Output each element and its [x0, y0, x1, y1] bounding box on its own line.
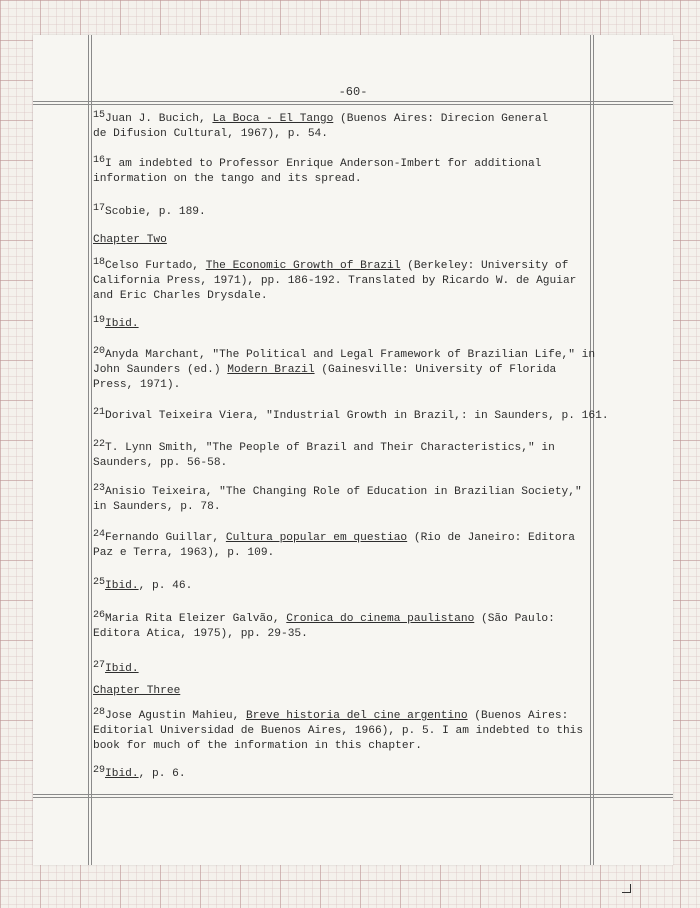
footnote-line [93, 378, 595, 393]
footnote-number: 16 [93, 155, 106, 166]
underlined-title: The Economic Growth of Brazil [205, 260, 401, 272]
footnote-line [93, 579, 192, 594]
footnote-line [93, 627, 555, 642]
chapter-heading: Chapter Three [93, 685, 181, 697]
bottom-margin-line-inner [33, 797, 673, 798]
underlined-title: Ibid. [105, 768, 139, 780]
underlined-title: La Boca - El Tango [212, 113, 334, 125]
footnote-number: 15 [93, 110, 106, 121]
footnote-29 [93, 767, 186, 782]
footnote-text: Editora Atica, 1975), pp. 29-35. [93, 628, 308, 640]
footnote-number: 17 [93, 203, 106, 214]
footnote-line [93, 546, 575, 561]
footnote-number: 22 [93, 439, 106, 450]
footnote-line [93, 259, 576, 274]
footnote-line [93, 409, 609, 424]
footnote-21 [93, 409, 609, 424]
footnote-number: 25 [93, 577, 106, 588]
footnote-number: 28 [93, 707, 106, 718]
footnote-number: 24 [93, 529, 106, 540]
footnote-16 [93, 157, 541, 187]
footnote-line [93, 317, 139, 332]
underlined-title: Modern Brazil [227, 364, 315, 376]
footnote-text: California Press, 1971), pp. 186-192. Translated by Ricardo W. de Aguiar [93, 275, 577, 287]
footnote-line [93, 172, 541, 187]
footnote-number: 21 [93, 407, 106, 418]
footnote-text: John Saunders (ed.) [93, 364, 228, 376]
right-margin-line-inner [593, 35, 594, 865]
footnote-26 [93, 612, 555, 642]
footnote-number: 19 [93, 315, 106, 326]
footnote-text: book for much of the information in this chapter. [93, 740, 422, 752]
underlined-title: Cultura popular em questiao [225, 532, 408, 544]
footnote-line [93, 441, 555, 456]
footnote-line [93, 112, 548, 127]
footnote-text: Fernando Guillar, [105, 532, 226, 544]
footnote-text: I am indebted to Professor Enrique Anderson-Imbert for additional [105, 158, 542, 170]
footnote-text: Press, 1971). [93, 379, 181, 391]
footnote-19 [93, 317, 139, 332]
footnote-text: (Buenos Aires: Direcion General [333, 113, 549, 125]
footnote-line [93, 739, 583, 754]
footnote-line [93, 348, 595, 363]
footnote-line [93, 127, 548, 142]
footnote-number: 23 [93, 483, 106, 494]
corner-crop-mark [622, 884, 631, 893]
footnote-text: Jose Agustin Mahieu, [105, 710, 247, 722]
footnote-number: 18 [93, 257, 106, 268]
footnote-text: Juan J. Bucich, [105, 113, 213, 125]
footnote-text: Celso Furtado, [105, 260, 206, 272]
typed-page [33, 35, 673, 865]
footnote-text: Scobie, p. 189. [105, 206, 206, 218]
footnote-28 [93, 709, 583, 754]
footnote-text: (Gainesville: University of Florida [314, 364, 557, 376]
footnote-line [93, 724, 583, 739]
footnote-line [93, 274, 576, 289]
footnote-line [93, 456, 555, 471]
footnote-20 [93, 348, 595, 393]
footnote-number: 29 [93, 765, 106, 776]
footnote-line [93, 662, 139, 677]
left-margin-line [88, 35, 89, 865]
footnote-text: and Eric Charles Drysdale. [93, 290, 268, 302]
footnote-text: Paz e Terra, 1963), p. 109. [93, 547, 275, 559]
footnote-text: Saunders, pp. 56-58. [93, 457, 228, 469]
bottom-margin-line [33, 794, 673, 795]
footnote-number: 26 [93, 610, 106, 621]
footnote-line [93, 363, 595, 378]
underlined-title: Ibid. [105, 318, 139, 330]
footnote-17 [93, 205, 206, 220]
footnote-text: T. Lynn Smith, "The People of Brazil and Their Characteristics," in [105, 442, 555, 454]
footnote-text: (Rio de Janeiro: Editora [407, 532, 575, 544]
footnote-24 [93, 531, 575, 561]
chapter-heading: Chapter Two [93, 234, 167, 246]
top-margin-line [33, 101, 673, 102]
footnote-text: (São Paulo: [474, 613, 555, 625]
footnote-text: de Difusion Cultural, 1967), p. 54. [93, 128, 328, 140]
footnote-18 [93, 259, 576, 304]
footnote-text: Editorial Universidad de Buenos Aires, 1966), p. 5. I am indebted to this [93, 725, 584, 737]
footnote-text: (Berkeley: University of [400, 260, 569, 272]
footnote-line [93, 500, 582, 515]
underlined-title: Ibid. [105, 580, 139, 592]
footnote-text: , p. 6. [138, 768, 186, 780]
footnote-line [93, 612, 555, 627]
footnote-line [93, 531, 575, 546]
footnote-line [93, 157, 541, 172]
page-number: -60- [338, 85, 368, 99]
footnote-number: 20 [93, 346, 106, 357]
underlined-title: Ibid. [105, 663, 139, 675]
footnote-text: Anyda Marchant, "The Political and Legal Framework of Brazilian Life," in [105, 349, 596, 361]
footnote-23 [93, 485, 582, 515]
footnote-text: in Saunders, p. 78. [93, 501, 221, 513]
top-margin-line-inner [33, 104, 673, 105]
footnote-line [93, 485, 582, 500]
right-margin-line [590, 35, 591, 865]
footnote-25 [93, 579, 192, 594]
footnote-15 [93, 112, 548, 142]
footnote-22 [93, 441, 555, 471]
footnote-line [93, 205, 206, 220]
footnote-text: Maria Rita Eleizer Galvão, [105, 613, 287, 625]
footnote-line [93, 289, 576, 304]
footnote-text: information on the tango and its spread. [93, 173, 362, 185]
footnote-line [93, 767, 186, 782]
footnote-text: Dorival Teixeira Viera, "Industrial Growth in Brazil,: in Saunders, p. 161. [105, 410, 609, 422]
left-margin-line-inner [91, 35, 92, 865]
footnote-line [93, 709, 583, 724]
underlined-title: Cronica do cinema paulistano [286, 613, 475, 625]
footnote-text: , p. 46. [138, 580, 193, 592]
footnote-text: Anisio Teixeira, "The Changing Role of Education in Brazilian Society," [105, 486, 582, 498]
footnote-text: (Buenos Aires: [467, 710, 569, 722]
footnote-number: 27 [93, 660, 106, 671]
footnote-27 [93, 662, 139, 677]
underlined-title: Breve historia del cine argentino [246, 710, 468, 722]
